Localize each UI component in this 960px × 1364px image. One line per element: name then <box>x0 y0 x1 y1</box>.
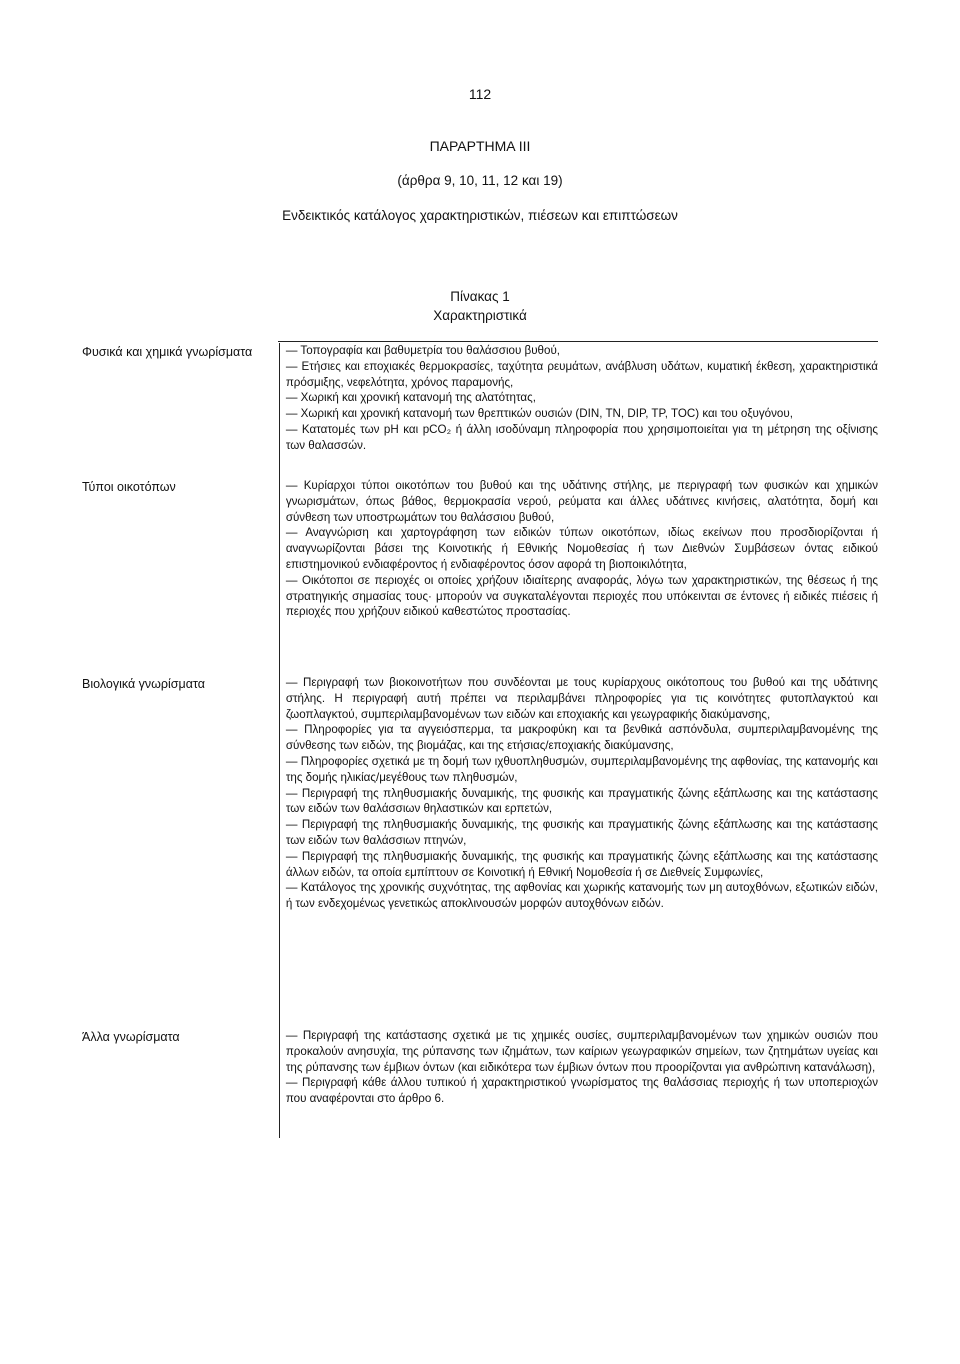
table-top-rule <box>278 341 878 342</box>
list-item: — Χωρική και χρονική κατανομή των θρεπτικών ουσιών (DIN, TN, DIP, TP, TOC) και του οξυγόνου, <box>285 407 793 421</box>
table-row <box>82 675 878 1028</box>
list-item: — Οικότοποι σε περιοχές οι οποίες χρήζουν ιδιαίτερης αναφοράς, λόγω των χαρακτηριστικών, της θέσεως ή της στρατηγικής σημασίας τους· μπορούν να συγκαταλέγονται περιοχές που υπόκεινται σε έντονες ή ειδικές πιέσεις ή περιοχές που χρήζουν ειδικού καθεστώτος προστασίας. <box>285 573 878 619</box>
annex-title: ΠΑΡΑΡΤΗΜΑ ΙΙΙ <box>429 138 531 154</box>
table-number: Πίνακας 1 <box>450 289 510 304</box>
row-label: Φυσικά και χημικά γνωρίσματα <box>82 345 253 359</box>
row-label: Βιολογικά γνωρίσματα <box>82 677 205 691</box>
list-item: — Τοπογραφία και βαθυμετρία του θαλάσσιου βυθού, <box>285 344 561 357</box>
list-item: — Περιγραφή της κατάστασης σχετικά με τις χημικές ουσίες, συμπεριλαμβανομένων των χημικών ουσιών που προκαλούν ανησυχία, της ρύπανσης των ιζημάτων, των καίριων γεωγραφικών σημείων, των ζητημάτων υγείας και της ρύπανσης των έμβιων όντων (και ειδικότερα των έμβιων όντων που προορίζονται για ανθρώπινη κατανάλωση), <box>285 1029 878 1074</box>
table-row <box>82 343 878 478</box>
list-item: — Κυρίαρχοι τύποι οικοτόπων του βυθού και της υδάτινης στήλης, με περιγραφή των φυσικών και χημικών γνωρισμάτων, όπως βάθος, θερμοκρασία νερού, ρεύματα και άλλες υδάτινες κινήσεις, αλατότητα, δομή και σύνθεση των υποστρωμάτων του θαλάσσιου βυθού, <box>285 479 878 524</box>
row-content <box>279 343 878 478</box>
table-row <box>82 478 878 675</box>
row-label: Άλλα γνωρίσματα <box>82 1030 180 1044</box>
list-item: — Κατάλογος της χρονικής συχνότητας, της αφθονίας και χωρικής κατανομής των μη αυτοχθόνων, εξωτικών ειδών, ή των ενδεχομένως γενετικώς αποκλινουσών μορφών αυτοχθόνων ειδών. <box>285 881 878 911</box>
list-item: — Ετήσιες και εποχιακές θερμοκρασίες, ταχύτητα ρευμάτων, ανάβλυση υδάτων, κυματική έκθεση, χαρακτηριστικά πρόσμιξης, νεφελότητα, χρόνος παραμονής, <box>285 359 878 389</box>
row-content <box>279 1028 878 1138</box>
page-number: 112 <box>468 86 492 102</box>
list-item: — Πληροφορίες για τα αγγειόσπερμα, τα μακροφύκη και τα βενθικά ασπόνδυλα, συμπεριλαμβανομένης της σύνθεσης των ειδών, της βιομάζας, και της ετήσιας/εποχιακής διακύμανσης, <box>285 723 878 753</box>
row-content <box>279 478 878 675</box>
list-item: — Περιγραφή της πληθυσμιακής δυναμικής, της φυσικής και πραγματικής ζώνης εξάπλωσης και της κατάστασης των ειδών των θαλάσσιων θηλαστικών και ερπετών, <box>285 786 878 816</box>
list-item: — Περιγραφή της πληθυσμιακής δυναμικής, της φυσικής και πραγματικής ζώνης εξάπλωσης και της κατάστασης των ειδών των θαλάσσιων πτηνών, <box>285 818 878 847</box>
articles-reference: (άρθρα 9, 10, 11, 12 και 19) <box>397 173 563 188</box>
list-title: Ενδεικτικός κατάλογος χαρακτηριστικών, πιέσεων και επιπτώσεων <box>282 208 678 223</box>
list-item: — Κατατομές των pH και pCO₂ ή άλλη ισοδύναμη πληροφορία που χρησιμοποιείται για τη μέτρηση της οξίνισης των θαλασσών. <box>285 422 878 452</box>
list-item: — Χωρική και χρονική κατανομή της αλατότητας, <box>285 391 536 405</box>
list-item: — Αναγνώριση και χαρτογράφηση των ειδικών τύπων οικοτόπων, ιδίως εκείνων που προσδιορίζονται ή αναγνωρίζονται βάσει της Κοινοτικής ή Εθνικής Νομοθεσίας ή των Διεθνών Συμβάσεων όντας ειδικού επιστημονικού ενδιαφέροντος ή ενδιαφέροντος όσον αφορά τη βιοποικιλότητα, <box>285 526 878 571</box>
row-content <box>279 675 878 1028</box>
list-item: — Πληροφορίες σχετικά με τη δομή των ιχθυοπληθυσμών, συμπεριλαμβανομένης της αφθονίας, της κατανομής και της δομής ηλικίας/μεγέθους των πληθυσμών, <box>285 754 878 784</box>
table-name: Χαρακτηριστικά <box>433 308 527 323</box>
characteristics-table <box>82 341 878 1138</box>
list-item: — Περιγραφή των βιοκοινοτήτων που συνδέονται με τους κυρίαρχους οικότοπους του βυθού και της υδάτινης στήλης. Η περιγραφή αυτή πρέπει να περιλαμβάνει πληροφορίες για τις κοινότητες φυτοπλαγκτού και ζωοπλαγκτού, συμπεριλαμβανομένων των ειδών και εποχιακής και γεωγραφικής διακύμανσης, <box>285 676 878 721</box>
list-item: — Περιγραφή της πληθυσμιακής δυναμικής, της φυσικής και πραγματικής ζώνης εξάπλωσης και της κατάστασης άλλων ειδών, τα οποία εμπίπτουν σε Κοινοτική ή Εθνική Νομοθεσία ή σε Διεθνείς Συμφωνίες, <box>285 849 878 879</box>
table-row <box>82 1028 878 1138</box>
row-label: Τύποι οικοτόπων <box>82 480 176 494</box>
list-item: — Περιγραφή κάθε άλλου τυπικού ή χαρακτηριστικού γνωρίσματος της θαλάσσιας περιοχής ή των υποπεριοχών που αναφέρονται στο άρθρο 6. <box>285 1076 878 1106</box>
